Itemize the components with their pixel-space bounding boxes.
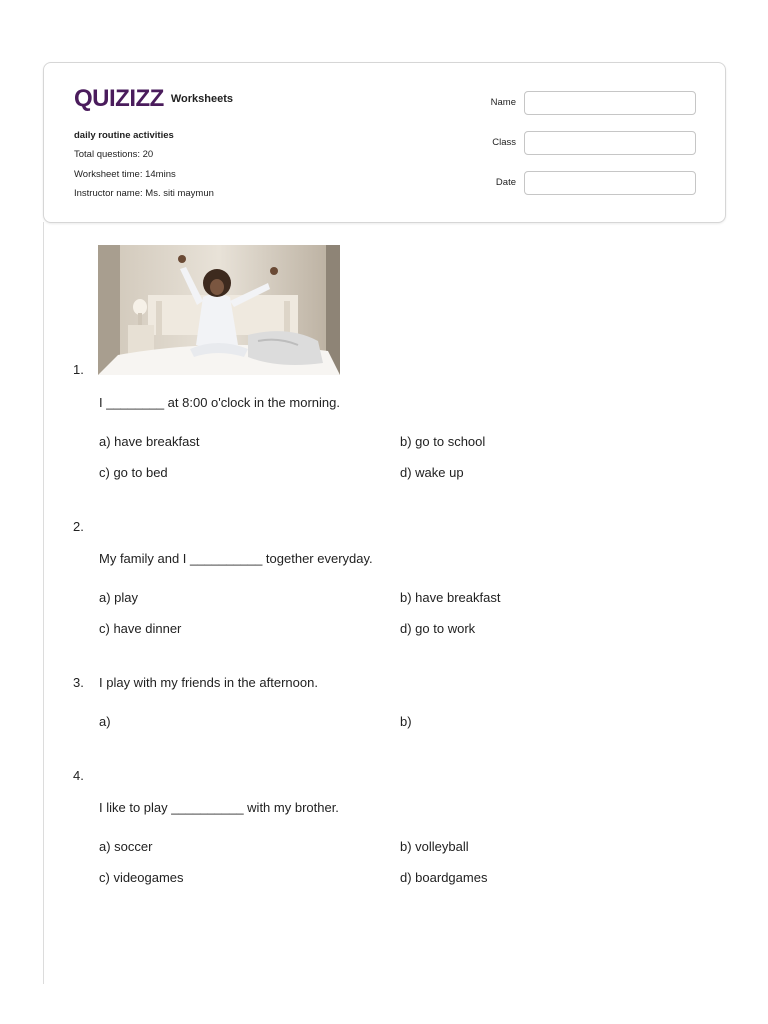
question-1-text: I ________ at 8:00 o'clock in the morning. — [99, 395, 340, 410]
date-field[interactable] — [524, 171, 696, 195]
question-4-number: 4. — [73, 768, 84, 783]
date-label: Date — [495, 177, 516, 188]
name-label: Name — [490, 97, 516, 108]
question-4-option-c[interactable]: c) videogames — [99, 870, 184, 885]
total-questions: Total questions: 20 — [74, 149, 154, 161]
question-2-option-a[interactable]: a) play — [99, 590, 139, 605]
worksheet-meta — [74, 126, 214, 203]
class-label: Class — [492, 137, 516, 148]
question-2-text: My family and I __________ together everyday. — [99, 551, 373, 566]
question-3-text: I play with my friends in the afternoon. — [99, 675, 318, 690]
question-1-image — [98, 245, 340, 375]
instructor-name: Instructor name: Ms. siti maymun — [74, 187, 214, 199]
question-2-option-c[interactable]: c) have dinner — [99, 621, 182, 636]
class-field[interactable] — [524, 131, 696, 155]
question-3-number: 3. — [73, 675, 84, 690]
question-1-number: 1. — [73, 362, 84, 377]
question-1-option-d[interactable]: d) wake up — [400, 465, 464, 480]
worksheet-time: Worksheet time: 14mins — [74, 168, 176, 180]
name-field[interactable] — [524, 91, 696, 115]
question-1-option-a[interactable]: a) have breakfast — [99, 434, 200, 449]
question-3-option-b[interactable]: b) — [400, 714, 412, 729]
question-4-option-d[interactable]: d) boardgames — [400, 870, 488, 885]
question-1-option-c[interactable]: c) go to bed — [99, 465, 168, 480]
question-4-text: I like to play __________ with my brother. — [99, 800, 339, 815]
question-3-option-a[interactable]: a) — [99, 714, 111, 729]
question-2-number: 2. — [73, 519, 84, 534]
worksheet-header — [43, 62, 726, 223]
logo-wordmark: QUIZIZZ — [74, 85, 164, 112]
question-1-option-b[interactable]: b) go to school — [400, 434, 486, 449]
question-4-option-b[interactable]: b) volleyball — [400, 839, 469, 854]
question-4-option-a[interactable]: a) soccer — [99, 839, 153, 854]
question-2-option-d[interactable]: d) go to work — [400, 621, 476, 636]
page-border — [43, 222, 44, 984]
question-2-option-b[interactable]: b) have breakfast — [400, 590, 501, 605]
logo-subtitle: Worksheets — [170, 93, 233, 105]
worksheet-title: daily routine activities — [74, 130, 174, 141]
quizizz-logo — [74, 85, 233, 113]
